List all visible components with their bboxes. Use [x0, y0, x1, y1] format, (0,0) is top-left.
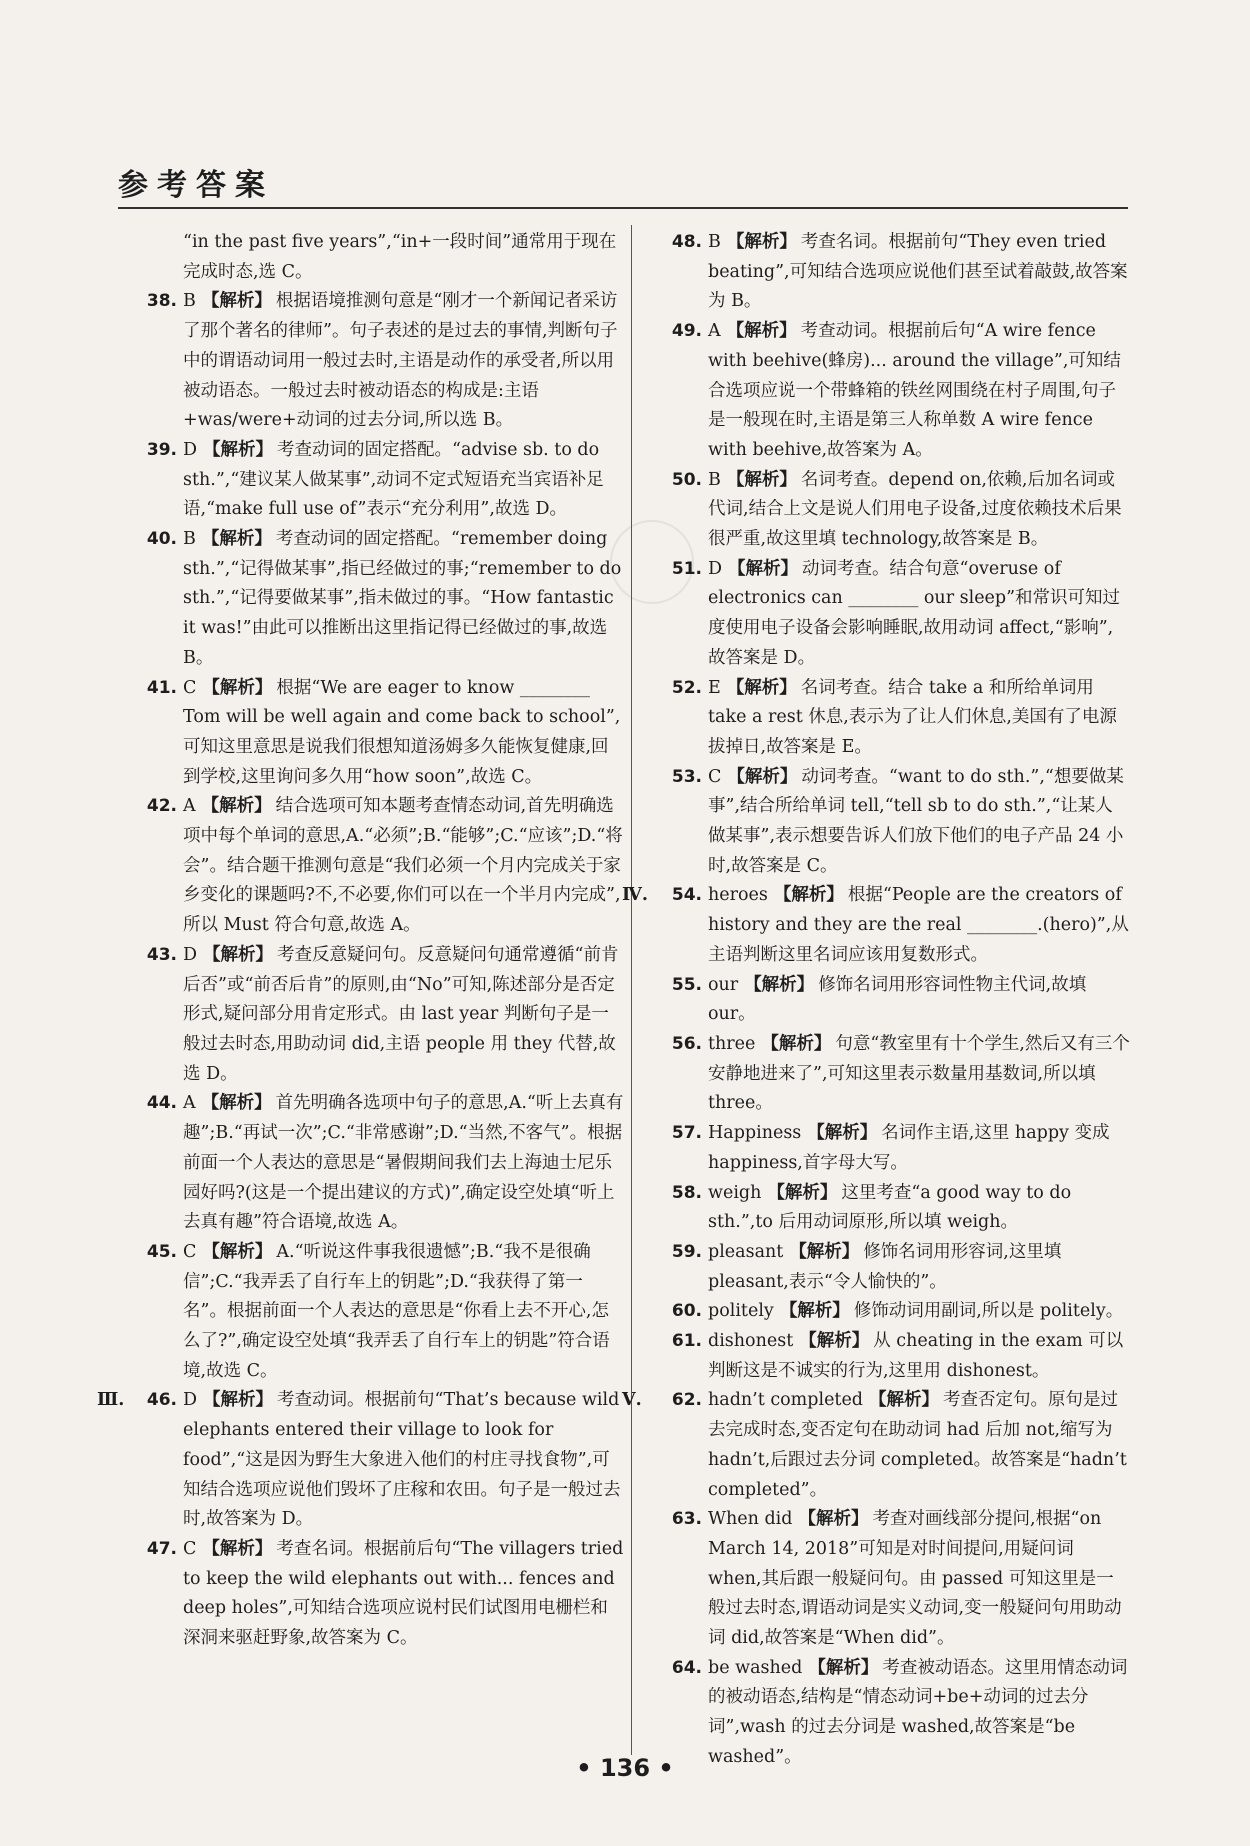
answer-value: C — [183, 1538, 197, 1559]
explanation-text: 考查动词的固定搭配。“advise sb. to do sth.”,“建议某人做某事”,动词不定式短语充当宾语补足语,“make full use of”表示“充分利用”,故选 D。 — [183, 439, 604, 520]
explanation-text: 考查名词。根据前句“They even tried beating”,可知结合选项应说他们甚至试着敲鼓,故答案为 B。 — [708, 232, 1128, 312]
answer-entry — [650, 763, 1130, 882]
answer-value: A — [183, 796, 196, 817]
explanation-text: 动词考查。“want to do sth.”,“想要做某事”,结合所给单词 tell,“tell sb to do sth.”,“让某人做某事”,表示想要告诉人们放下他们的电子产品 24 小时,故答案是 C。 — [708, 766, 1124, 876]
analysis-tag: 【解析】 — [744, 974, 815, 995]
analysis-tag: 【解析】 — [798, 1509, 869, 1530]
explanation-text: 考查对画线部分提问,根据“on March 14, 2018”可知是对时间提问,用疑问词 when,其后跟一般疑问句。由 passed 可知这里是一般过去时态,谓语动词是实义动词,变一般疑问句用助动词 did,故答案是“When did”。 — [708, 1509, 1122, 1649]
answer-entry — [125, 436, 625, 525]
question-number: 39. — [146, 439, 177, 460]
question-number: 40. — [146, 529, 177, 550]
explanation-text: 修饰名词用形容词性物主代词,故填 our。 — [708, 974, 1087, 1025]
answer-entry — [650, 971, 1130, 1030]
answer-entry — [125, 287, 625, 436]
answer-entry — [650, 1119, 1130, 1178]
question-number: 60. — [671, 1301, 702, 1322]
answer-value: dishonest — [708, 1331, 794, 1352]
answer-entry — [650, 1297, 1130, 1327]
answer-value: D — [183, 944, 198, 965]
analysis-tag: 【解析】 — [202, 1538, 273, 1559]
explanation-text: A.“听说这件事我很遗憾”;B.“我不是很确信”;C.“我弄丢了自行车上的钥匙”;D.“我获得了第一名”。根据前面一个人表达的意思是“你看上去不开心,怎么了?”,确定设空处填“我弄丢了自行车上的钥匙”符合语境,故选 C。 — [183, 1241, 610, 1381]
explanation-text: 名词考查。depend on,依赖,后加名词或代词,结合上文是说人们用电子设备,过度依赖技术后果很严重,故这里填 technology,故答案是 B。 — [708, 469, 1122, 550]
question-number: 59. — [671, 1241, 702, 1262]
explanation-text: 考查动词。根据前后句“A wire fence with beehive(蜂房)... around the village”,可知结合选项应说一个带蜂箱的铁丝网围绕在村子周围,句子是一般现在时,主语是第三人称单数 A wire fence with beehive,故答案为 A。 — [708, 321, 1121, 460]
question-number: 41. — [146, 677, 177, 698]
answer-entry — [125, 525, 625, 674]
analysis-tag: 【解析】 — [201, 1093, 272, 1114]
explanation-text: 名词考查。结合 take a 和所给单词用 take a rest 休息,表示为了让人们休息,美国有了电源拔掉日,故答案是 E。 — [708, 677, 1117, 757]
answer-entry — [650, 466, 1130, 555]
analysis-tag: 【解析】 — [869, 1390, 940, 1411]
answer-entry — [650, 1327, 1130, 1386]
right-column — [622, 228, 1130, 1773]
answer-value: When did — [708, 1509, 793, 1530]
answer-value: heroes — [708, 885, 768, 906]
answer-value: E — [708, 677, 721, 698]
answer-value: B — [183, 291, 196, 312]
answer-value: C — [183, 1241, 197, 1262]
section-numeral: Ⅳ. — [622, 885, 648, 906]
answer-entry — [650, 1030, 1130, 1119]
explanation-text: 修饰名词用形容词,这里填 pleasant,表示“令人愉快的”。 — [708, 1241, 1062, 1292]
explanation-text: 这里考查“a good way to do sth.”,to 后用动词原形,所以填 weigh。 — [708, 1182, 1072, 1233]
analysis-tag: 【解析】 — [201, 291, 272, 312]
explanation-text: 根据“People are the creators of history and they are the real ________.(hero)”,从主语判断这里名词应该用复数形式。 — [708, 885, 1129, 965]
analysis-tag: 【解析】 — [726, 321, 797, 342]
question-number: 53. — [671, 766, 702, 787]
explanation-text: “in the past five years”,“in+一段时间”通常用于现在完成时态,选 C。 — [183, 232, 617, 282]
explanation-text: 动词考查。结合句意“overuse of electronics can ________ our sleep”和常识可知过度使用电子设备会影响睡眠,故用动词 affect,“影响”,故答案是 D。 — [708, 558, 1121, 668]
answer-value: B — [708, 469, 721, 490]
answer-entry — [650, 317, 1130, 466]
column-divider — [631, 225, 632, 1755]
answer-value: three — [708, 1033, 756, 1054]
analysis-tag: 【解析】 — [203, 439, 274, 460]
answer-value: D — [183, 1390, 198, 1411]
question-number: 42. — [146, 796, 177, 817]
question-number: 46. — [146, 1390, 177, 1411]
page-number: • 136 • — [576, 1754, 674, 1782]
explanation-text: 考查反意疑问句。反意疑问句通常遵循“前肯后否”或“前否后肯”的原则,由“No”可知,陈述部分是否定形式,疑问部分用肯定形式。由 last year 判断句子是一般过去时态,用助动词 did,主语 people 用 they 代替,故选 D。 — [183, 944, 619, 1084]
answer-value: politely — [708, 1301, 774, 1322]
answer-value: B — [708, 232, 721, 252]
analysis-tag: 【解析】 — [726, 232, 797, 252]
explanation-text: 考查动词的固定搭配。“remember doing sth.”,“记得做某事”,指已经做过的事;“remember to do sth.”,“记得要做某事”,指未做过的事。“How fantastic it was!”由此可以推断出这里指记得已经做过的事,故选 B。 — [183, 529, 622, 668]
question-number: 52. — [671, 677, 702, 698]
explanation-text: 首先明确各选项中句子的意思,A.“听上去真有趣”;B.“再试一次”;C.“非常感谢”;D.“当然,不客气”。根据前面一个人表达的意思是“暑假期间我们去上海迪士尼乐园好吗?(这是一个提出建议的方式)”,确定设空处填“听上去真有趣”符合语境,故选 A。 — [183, 1093, 624, 1233]
analysis-tag: 【解析】 — [779, 1301, 850, 1322]
explanation-text: 考查否定句。原句是过去完成时态,变否定句在助动词 had 后加 not,缩写为 hadn’t,后跟过去分词 completed。故答案是“hadn’t completed”。 — [708, 1390, 1127, 1500]
left-column — [97, 228, 625, 1654]
question-number: 63. — [671, 1509, 702, 1530]
question-number: 64. — [671, 1657, 702, 1678]
section-numeral: Ⅲ. — [97, 1390, 125, 1411]
question-number: 58. — [671, 1182, 702, 1203]
explanation-text: 句意“教室里有十个学生,然后又有三个安静地进来了”,可知这里表示数量用基数词,所以填 three。 — [708, 1033, 1130, 1114]
answer-entry — [622, 1386, 1130, 1505]
answer-value: A — [183, 1093, 196, 1114]
analysis-tag: 【解析】 — [202, 1241, 273, 1262]
explanation-text: 名词作主语,这里 happy 变成 happiness,首字母大写。 — [708, 1123, 1110, 1173]
explanation-text: 根据“We are eager to know ________ Tom will be well again and come back to school”,可知这里意思是说我们很想知道汤姆多久能恢复健康,回到学校,这里询问多久用“how soon”,故选 C。 — [183, 677, 621, 787]
answer-entry — [125, 1238, 625, 1387]
analysis-tag: 【解析】 — [808, 1657, 879, 1678]
answer-entry — [650, 228, 1130, 317]
answer-value: hadn’t completed — [708, 1390, 864, 1411]
answer-value: Happiness — [708, 1123, 802, 1144]
analysis-tag: 【解析】 — [726, 469, 797, 490]
question-number: 48. — [671, 232, 702, 252]
question-number: 56. — [671, 1033, 702, 1054]
analysis-tag: 【解析】 — [773, 885, 844, 906]
answer-entry — [125, 1535, 625, 1654]
analysis-tag: 【解析】 — [728, 558, 799, 579]
question-number: 38. — [146, 291, 177, 312]
explanation-text: 根据语境推测句意是“刚才一个新闻记者采访了那个著名的律师”。句子表述的是过去的事情,判断句子中的谓语动词用一般过去时,主语是动作的承受者,所以用被动语态。一般过去时被动语态的构成是:主语+was/were+动词的过去分词,所以选 B。 — [183, 291, 618, 431]
answer-entry — [650, 1179, 1130, 1238]
analysis-tag: 【解析】 — [761, 1033, 832, 1054]
explanation-text: 考查名词。根据前后句“The villagers tried to keep the wild elephants out with... fences and deep holes”,可知结合选项应说村民们试图用电栅栏和深洞来驱赶野象,故答案为 C。 — [183, 1538, 624, 1649]
question-number: 62. — [671, 1390, 702, 1411]
answer-entry — [650, 1505, 1130, 1654]
explanation-text: 考查被动语态。这里用情态动词的被动语态,结构是“情态动词+be+动词的过去分词”,wash 的过去分词是 washed,故答案是“be washed”。 — [708, 1657, 1128, 1767]
explanation-text: 考查动词。根据前句“That’s because wild elephants entered their village to look for food”,“这是因为野生大象进入他们的村庄寻找食物”,可知结合选项应说他们毁坏了庄稼和农田。句子是一般过去时,故答案为 D。 — [183, 1390, 621, 1530]
header-rule — [118, 207, 1128, 209]
answer-entry — [125, 1089, 625, 1238]
explanation-text: 修饰动词用副词,所以是 politely。 — [853, 1301, 1124, 1322]
answer-value: D — [183, 439, 198, 460]
answer-entry — [650, 555, 1130, 674]
question-number: 61. — [671, 1331, 702, 1352]
answer-entry — [622, 881, 1130, 970]
answer-value: D — [708, 558, 723, 579]
answer-entry — [125, 792, 625, 941]
question-number: 43. — [146, 944, 177, 965]
question-number: 57. — [671, 1123, 702, 1144]
explanation-text: 从 cheating in the exam 可以判断这是不诚实的行为,这里用 dishonest。 — [708, 1331, 1124, 1381]
analysis-tag: 【解析】 — [799, 1331, 870, 1352]
question-number: 54. — [671, 885, 702, 906]
analysis-tag: 【解析】 — [203, 944, 274, 965]
answer-entry — [125, 228, 625, 287]
question-number: 45. — [146, 1241, 177, 1262]
answer-value: A — [708, 321, 721, 342]
question-number: 55. — [671, 974, 702, 995]
question-number: 47. — [146, 1538, 177, 1559]
analysis-tag: 【解析】 — [203, 1390, 274, 1411]
analysis-tag: 【解析】 — [726, 677, 797, 698]
answer-entry — [650, 1238, 1130, 1297]
answer-value: C — [708, 766, 722, 787]
question-number: 50. — [671, 469, 702, 490]
answer-entry — [97, 1386, 625, 1535]
page-header-title: 参考答案 — [118, 168, 274, 203]
answer-value: our — [708, 974, 739, 995]
explanation-text: 结合选项可知本题考查情态动词,首先明确选项中每个单词的意思,A.“必须”;B.“能够”;C.“应该”;D.“将会”。结合题干推测句意是“我们必须一个月内完成关于家乡变化的课题吗?不,不必要,你们可以在一个半月内完成”,所以 Must 符合句意,故选 A。 — [183, 796, 623, 936]
analysis-tag: 【解析】 — [202, 677, 273, 698]
analysis-tag: 【解析】 — [201, 529, 272, 550]
answer-value: C — [183, 677, 197, 698]
question-number: 51. — [671, 558, 702, 579]
analysis-tag: 【解析】 — [807, 1123, 878, 1144]
answer-entry — [125, 941, 625, 1090]
section-numeral: Ⅴ. — [622, 1390, 642, 1411]
analysis-tag: 【解析】 — [201, 796, 272, 817]
answer-value: pleasant — [708, 1241, 784, 1262]
answer-value: B — [183, 529, 196, 550]
analysis-tag: 【解析】 — [727, 766, 798, 787]
answer-entry — [650, 674, 1130, 763]
question-number: 44. — [146, 1093, 177, 1114]
answer-value: be washed — [708, 1657, 803, 1678]
question-number: 49. — [671, 321, 702, 342]
analysis-tag: 【解析】 — [767, 1182, 838, 1203]
answer-value: weigh — [708, 1182, 762, 1203]
analysis-tag: 【解析】 — [789, 1241, 860, 1262]
answer-entry — [125, 674, 625, 793]
